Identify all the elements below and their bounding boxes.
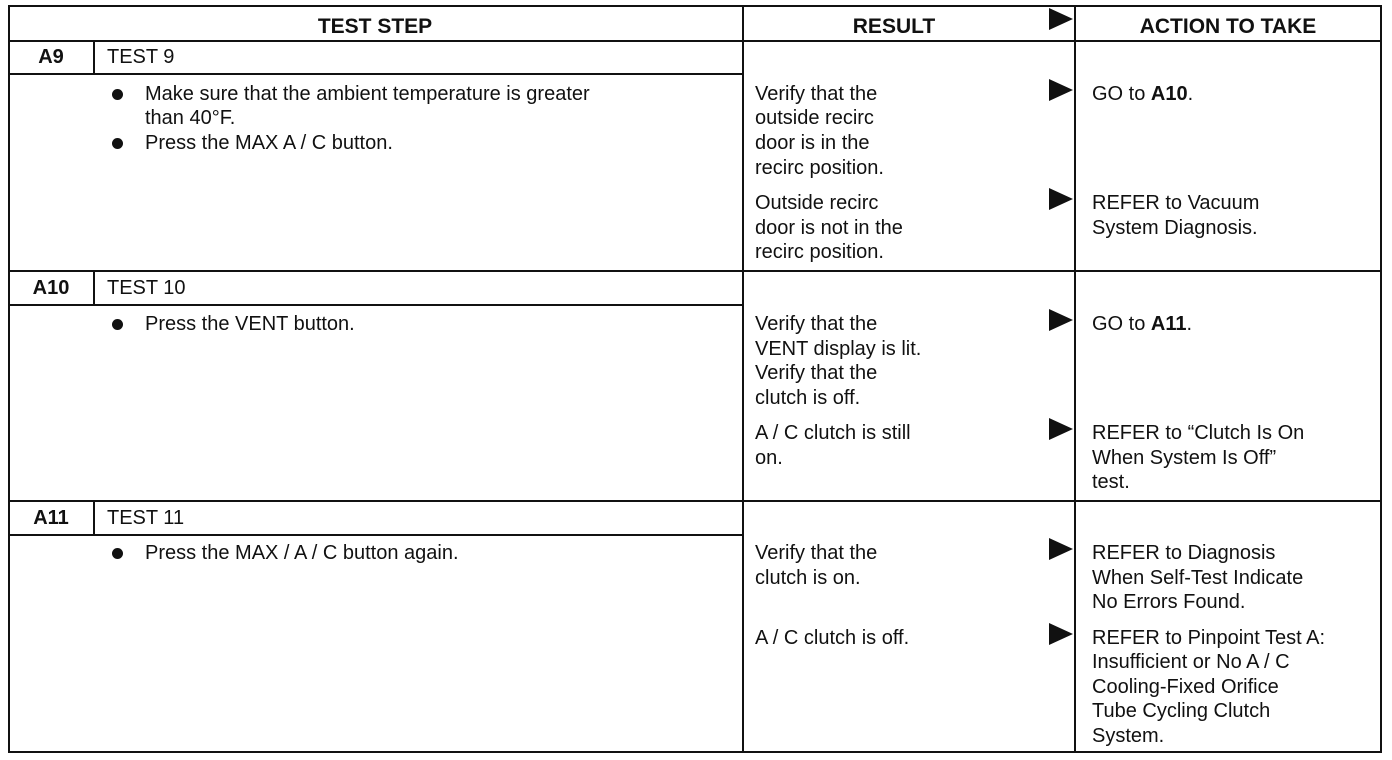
action-text: REFER to Vacuum xyxy=(1092,192,1260,214)
header-action: ACTION TO TAKE xyxy=(1139,15,1317,38)
action-text: test. xyxy=(1092,471,1130,493)
action-text: Cooling-Fixed Orifice xyxy=(1092,676,1279,698)
result-arrow-icon xyxy=(1049,623,1073,645)
row-divider xyxy=(8,500,1382,502)
step-id: A10 xyxy=(32,277,70,299)
result-text: recirc position. xyxy=(755,157,884,179)
result-text: Verify that the xyxy=(755,362,878,384)
result-text: on. xyxy=(755,447,783,469)
action-text: When System Is Off” xyxy=(1092,447,1277,469)
action-step-ref: A10 xyxy=(1150,83,1188,105)
diagnostic-table xyxy=(8,5,1382,753)
result-text: Verify that the xyxy=(755,542,878,564)
result-text: outside recirc xyxy=(755,107,874,129)
result-text: Verify that the xyxy=(755,83,878,105)
step-title-divider xyxy=(8,304,744,306)
header-divider xyxy=(8,40,1382,42)
result-text: door is not in the xyxy=(755,217,903,239)
result-text: A / C clutch is still xyxy=(755,422,911,444)
result-text: Verify that the xyxy=(755,313,878,335)
bullet-icon xyxy=(112,138,123,149)
action-text: No Errors Found. xyxy=(1092,591,1246,613)
result-arrow-icon xyxy=(1049,188,1073,210)
step-title: TEST 10 xyxy=(107,277,186,299)
result-text: VENT display is lit. xyxy=(755,338,922,360)
action-text: System. xyxy=(1092,725,1165,747)
instruction-text: Press the MAX A / C button. xyxy=(145,132,393,154)
result-arrow-icon xyxy=(1049,418,1073,440)
action-text: REFER to Pinpoint Test A: xyxy=(1092,627,1326,649)
action-text: REFER to Diagnosis xyxy=(1092,542,1276,564)
result-text: recirc position. xyxy=(755,241,884,263)
column-divider-result xyxy=(742,5,744,753)
action-text: REFER to “Clutch Is On xyxy=(1092,422,1305,444)
action-text: GO to A11. xyxy=(1092,313,1193,335)
result-arrow-icon xyxy=(1049,538,1073,560)
action-text: GO to A10. xyxy=(1092,83,1194,105)
result-text: A / C clutch is off. xyxy=(755,627,910,649)
bullet-icon xyxy=(112,89,123,100)
step-title-divider xyxy=(8,534,744,536)
bullet-icon xyxy=(112,548,123,559)
result-text: clutch is on. xyxy=(755,567,861,589)
step-title-divider xyxy=(8,73,744,75)
result-arrow-icon xyxy=(1049,79,1073,101)
action-text: System Diagnosis. xyxy=(1092,217,1258,239)
result-text: door is in the xyxy=(755,132,870,154)
table-border-left xyxy=(8,5,10,753)
column-divider-action xyxy=(1074,5,1076,753)
result-arrow-icon xyxy=(1049,309,1073,331)
result-text: clutch is off. xyxy=(755,387,861,409)
table-border-right xyxy=(1380,5,1382,753)
step-id: A9 xyxy=(38,46,64,68)
header-test-step: TEST STEP xyxy=(317,15,433,38)
header-arrow-icon xyxy=(1049,8,1073,30)
table-border-bottom xyxy=(8,751,1382,753)
row-divider xyxy=(8,270,1382,272)
instruction-text: than 40°F. xyxy=(145,107,236,129)
step-id: A11 xyxy=(33,507,69,529)
step-title: TEST 11 xyxy=(107,507,185,529)
action-text: When Self-Test Indicate xyxy=(1092,567,1304,589)
instruction-text: Press the MAX / A / C button again. xyxy=(145,542,459,564)
action-text: Tube Cycling Clutch xyxy=(1092,700,1271,722)
instruction-text: Make sure that the ambient temperature is greater xyxy=(145,83,590,105)
result-text: Outside recirc xyxy=(755,192,879,214)
header-result: RESULT xyxy=(852,15,936,38)
action-step-ref: A11 xyxy=(1150,313,1187,335)
step-title: TEST 9 xyxy=(107,46,175,68)
table-border-top xyxy=(8,5,1382,7)
bullet-icon xyxy=(112,319,123,330)
action-text: Insufficient or No A / C xyxy=(1092,651,1290,673)
instruction-text: Press the VENT button. xyxy=(145,313,355,335)
